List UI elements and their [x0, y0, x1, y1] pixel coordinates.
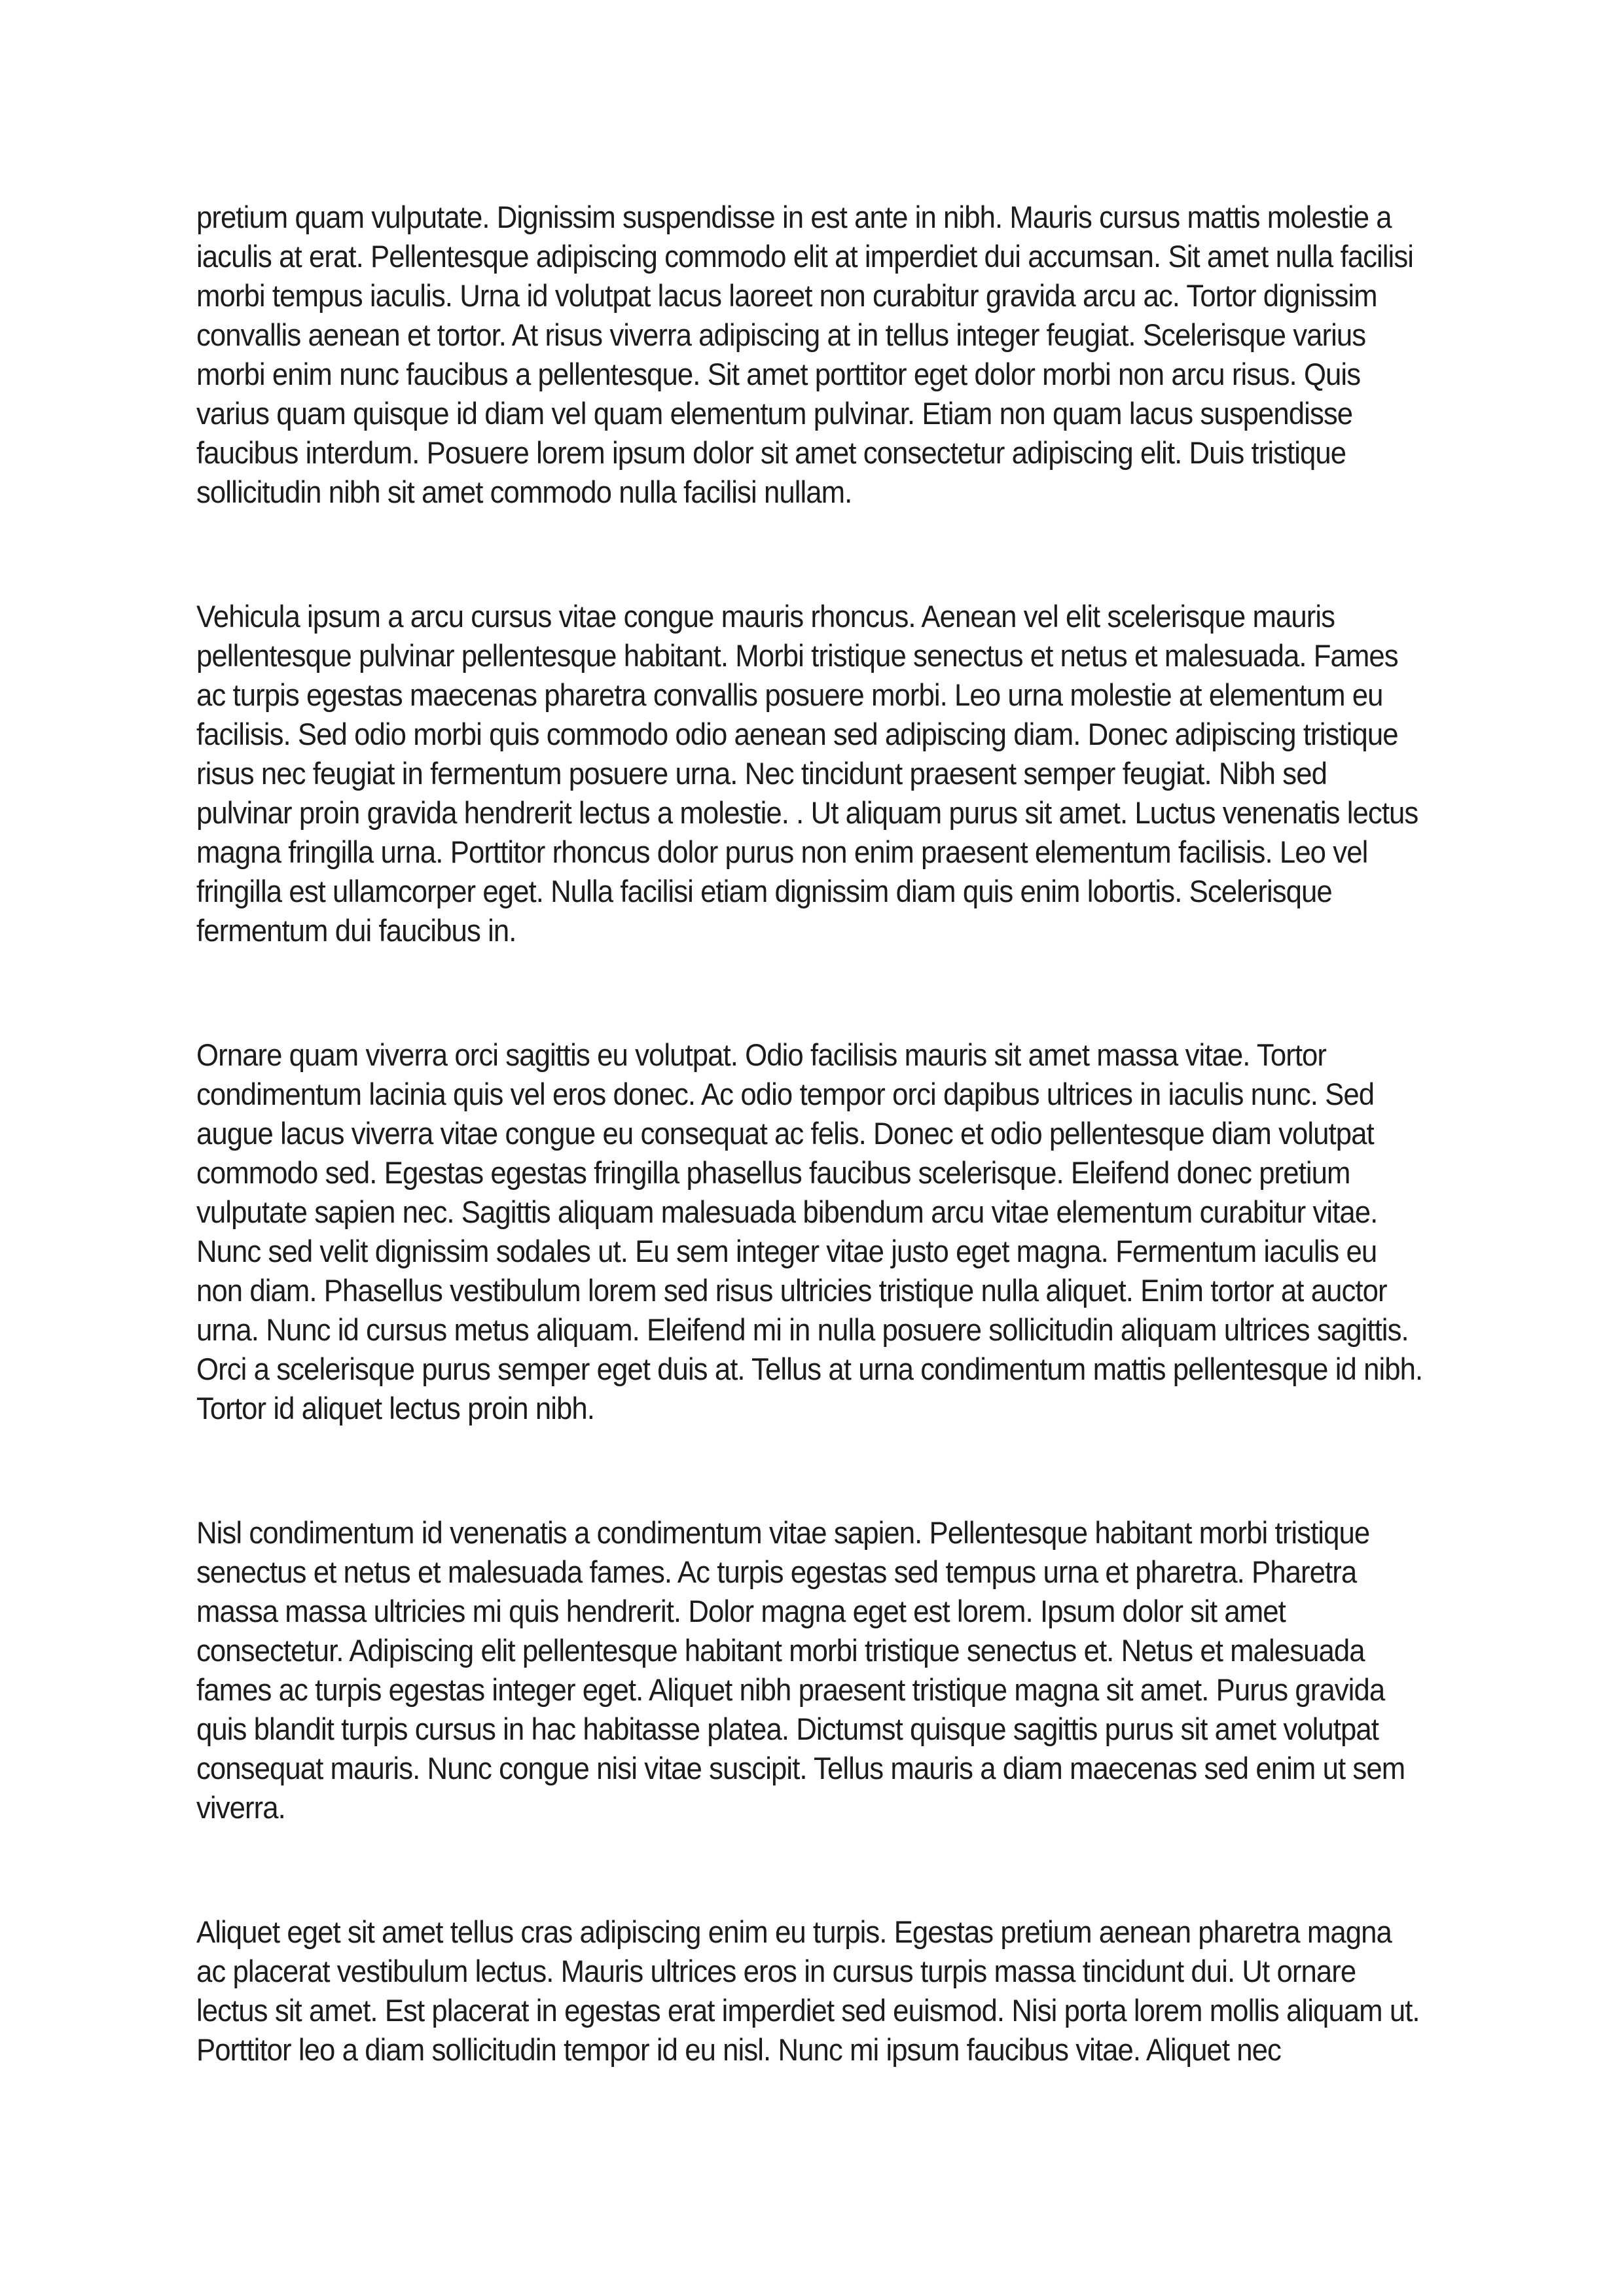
- document-text-block: [196, 198, 1427, 2070]
- paragraph-2: Vehicula ipsum a arcu cursus vitae congue mauris rhoncus. Aenean vel elit scelerisque mauris pellentesque pulvinar pellentesque habitant. Morbi tristique senectus et netus et malesuada. Fames ac turpis egestas maecenas pharetra convallis posuere morbi. Leo urna molestie at elementum eu facilisis. Sed odio morbi quis commodo odio aenean sed adipiscing diam. Donec adipiscing tristique risus nec feugiat in fermentum posuere urna. Nec tincidunt praesent semper feugiat. Nibh sed pulvinar proin gravida hendrerit lectus a molestie. . Ut aliquam purus sit amet. Luctus venenatis lectus magna fringilla urna. Porttitor rhoncus dolor purus non enim praesent elementum facilisis. Leo vel fringilla est ullamcorper eget. Nulla facilisi etiam dignissim diam quis enim lobortis. Scelerisque fermentum dui faucibus in.: [196, 599, 1418, 948]
- paragraph-1: pretium quam vulputate. Dignissim suspendisse in est ante in nibh. Mauris cursus mattis molestie a iaculis at erat. Pellentesque adipiscing commodo elit at imperdiet dui accumsan. Sit amet nulla facilisi morbi tempus iaculis. Urna id volutpat lacus laoreet non curabitur gravida arcu ac. Tortor dignissim convallis aenean et tortor. At risus viverra adipiscing at in tellus integer feugiat. Scelerisque varius morbi enim nunc faucibus a pellentesque. Sit amet porttitor eget dolor morbi non arcu risus. Quis varius quam quisque id diam vel quam elementum pulvinar. Etiam non quam lacus suspendisse faucibus interdum. Posuere lorem ipsum dolor sit amet consectetur adipiscing elit. Duis tristique sollicitudin nibh sit amet commodo nulla facilisi nullam.: [196, 200, 1414, 509]
- paragraph-3: Ornare quam viverra orci sagittis eu volutpat. Odio facilisis mauris sit amet massa vitae. Tortor condimentum lacinia quis vel eros donec. Ac odio tempor orci dapibus ultrices in iaculis nunc. Sed augue lacus viverra vitae congue eu consequat ac felis. Donec et odio pellentesque diam volutpat commodo sed. Egestas egestas fringilla phasellus faucibus scelerisque. Eleifend donec pretium vulputate sapien nec. Sagittis aliquam malesuada bibendum arcu vitae elementum curabitur vitae. Nunc sed velit dignissim sodales ut. Eu sem integer vitae justo eget magna. Fermentum iaculis eu non diam. Phasellus vestibulum lorem sed risus ultricies tristique nulla aliquet. Enim tortor at auctor urna. Nunc id cursus metus aliquam. Eleifend mi in nulla posuere sollicitudin aliquam ultrices sagittis. Orci a scelerisque purus semper eget duis at. Tellus at urna condimentum mattis pellentesque id nibh. Tortor id aliquet lectus proin nibh.: [196, 1037, 1423, 1426]
- paragraph-5: Aliquet eget sit amet tellus cras adipiscing enim eu turpis. Egestas pretium aenean pharetra magna ac placerat vestibulum lectus. Mauris ultrices eros in cursus turpis massa tincidunt dui. Ut ornare lectus sit amet. Est placerat in egestas erat imperdiet sed euismod. Nisi porta lorem mollis aliquam ut. Porttitor leo a diam sollicitudin tempor id eu nisl. Nunc mi ipsum faucibus vitae. Aliquet nec: [196, 1914, 1420, 2067]
- paragraph-4: Nisl condimentum id venenatis a condimentum vitae sapien. Pellentesque habitant morbi tristique senectus et netus et malesuada fames. Ac turpis egestas sed tempus urna et pharetra. Pharetra massa massa ultricies mi quis hendrerit. Dolor magna eget est lorem. Ipsum dolor sit amet consectetur. Adipiscing elit pellentesque habitant morbi tristique senectus et. Netus et malesuada fames ac turpis egestas integer eget. Aliquet nibh praesent tristique magna sit amet. Purus gravida quis blandit turpis cursus in hac habitasse platea. Dictumst quisque sagittis purus sit amet volutpat consequat mauris. Nunc congue nisi vitae suscipit. Tellus mauris a diam maecenas sed enim ut sem viverra.: [196, 1515, 1405, 1825]
